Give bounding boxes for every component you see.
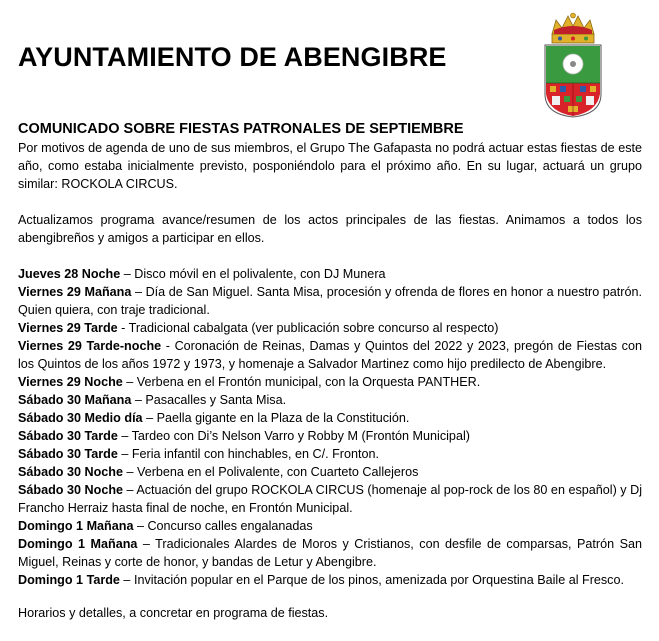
crown	[552, 13, 594, 43]
list-item	[18, 265, 642, 283]
intro-paragraph: Por motivos de agenda de uno de sus miembros, el Grupo The Gafapasta no podrá actuar estas fiestas de este año, como estaba inicialmente previsto, posponiéndolo para el próximo año. En su lugar, actuará un grupo similar: ROCKOLA CIRCUS.	[18, 141, 642, 191]
update-paragraph: Actualizamos programa avance/resumen de los actos principales de las fiestas. Animamos a todos los abengibreños y amigos a participar en ellos.	[18, 213, 642, 245]
event-time: Domingo 1 Tarde	[18, 573, 120, 587]
event-time: Viernes 29 Tarde-noche	[18, 339, 162, 353]
coat-of-arms-icon	[538, 12, 608, 118]
event-description: – Paella gigante en la Plaza de la Constitución.	[142, 411, 410, 425]
page-title: AYUNTAMIENTO DE ABENGIBRE	[18, 42, 447, 72]
list-item	[18, 517, 642, 535]
event-time: Viernes 29 Mañana	[18, 285, 132, 299]
event-description: – Feria infantil con hinchables, en C/. Fronton.	[117, 447, 379, 461]
communique-heading: COMUNICADO SOBRE FIESTAS PATRONALES DE SEPTIEMBRE	[18, 121, 464, 137]
list-item	[18, 535, 642, 571]
event-time: Viernes 29 Noche	[18, 375, 123, 389]
list-item	[18, 373, 642, 391]
event-description: – Actuación del grupo ROCKOLA CIRCUS (homenaje al pop-rock de los 80 en español) y Dj Francho Herraiz hasta final de noche, en Frontón Municipal.	[18, 483, 642, 515]
closing-paragraph: Horarios y detalles, a concretar en programa de fiestas.	[18, 606, 329, 620]
list-item	[18, 427, 642, 445]
event-description: – Invitación popular en el Parque de los pinos, amenizada por Orquestina Baile al Fresco.	[119, 573, 624, 587]
list-item	[18, 463, 642, 481]
event-description: – Verbena en el Polivalente, con Cuarteto Callejeros	[122, 465, 419, 479]
event-time: Jueves 28 Noche	[18, 267, 121, 281]
list-item	[18, 571, 642, 589]
list-item	[18, 337, 642, 373]
list-item	[18, 319, 642, 337]
event-time: Sábado 30 Mañana	[18, 393, 132, 407]
list-item	[18, 481, 642, 517]
event-description: – Tardeo con Di’s Nelson Varro y Robby M (Frontón Municipal)	[117, 429, 470, 443]
list-item	[18, 445, 642, 463]
event-time: Sábado 30 Noche	[18, 483, 124, 497]
list-item	[18, 391, 642, 409]
event-time: Sábado 30 Medio día	[18, 411, 143, 425]
event-description: – Concurso calles engalanadas	[133, 519, 313, 533]
event-description: - Coronación de Reinas, Damas y Quintos del 2022 y 2023, pregón de Fiestas con los Quintos de los años 1972 y 1973, y homenaje a Salvador Martinez como hijo predilecto de Abengibre.	[18, 339, 642, 371]
event-description: – Tradicionales Alardes de Moros y Cristianos, con desfile de comparsas, Patrón San Miguel, Reinas y corte de honor, y bandas de Letur y Abengibre.	[18, 537, 642, 569]
event-description: – Disco móvil en el polivalente, con DJ Munera	[120, 267, 386, 281]
event-time: Sábado 30 Tarde	[18, 447, 118, 461]
event-description: - Tradicional cabalgata (ver publicación sobre concurso al respecto)	[117, 321, 499, 335]
list-item	[18, 283, 642, 319]
event-time: Domingo 1 Mañana	[18, 537, 138, 551]
event-time: Domingo 1 Mañana	[18, 519, 134, 533]
list-item	[18, 409, 642, 427]
event-time: Sábado 30 Noche	[18, 465, 123, 479]
event-time: Sábado 30 Tarde	[18, 429, 118, 443]
event-description: – Verbena en el Frontón municipal, con la Orquesta PANTHER.	[122, 375, 481, 389]
event-description: – Pasacalles y Santa Misa.	[131, 393, 287, 407]
event-program-list	[18, 265, 642, 589]
event-time: Viernes 29 Tarde	[18, 321, 118, 335]
event-description: – Día de San Miguel. Santa Misa, procesión y ofrenda de flores en honor a nuestro patrón. Quien quiera, con traje tradicional.	[18, 285, 643, 317]
